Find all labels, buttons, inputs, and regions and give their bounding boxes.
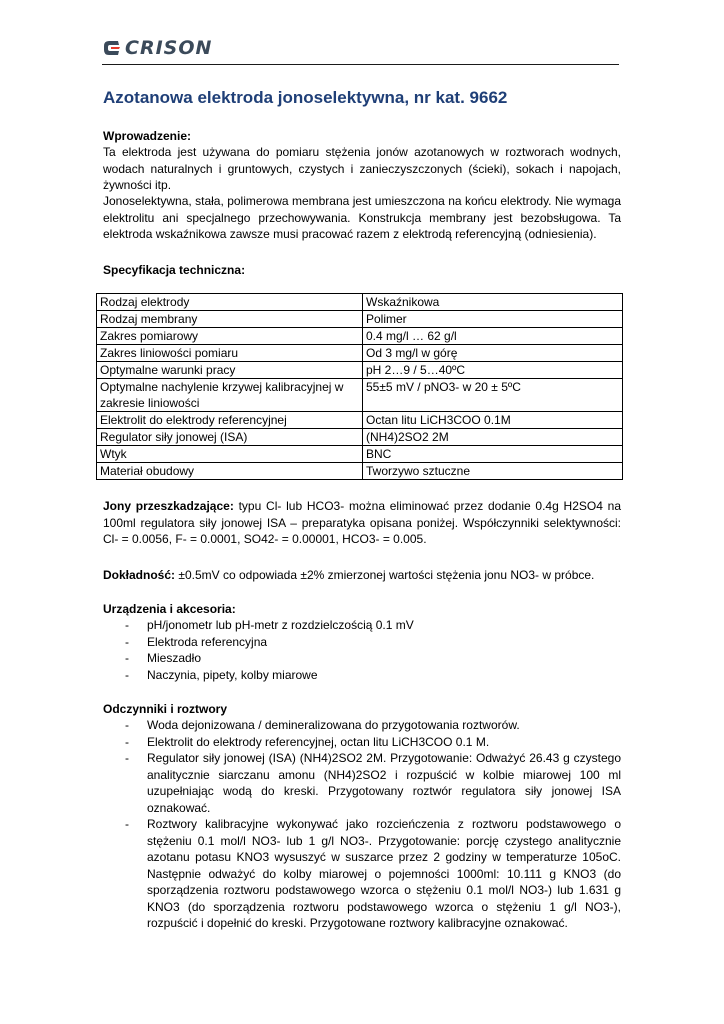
spec-table xyxy=(96,293,623,480)
reagent-item: - Elektrolit do elektrody referencyjnej, octan litu LiCH3COO 0.1 M. xyxy=(103,734,621,751)
interference-label: Jony przeszkadzające: xyxy=(103,499,234,513)
logo-text: CRISON xyxy=(125,37,213,59)
spec-value: 55±5 mV / pNO3- w 20 ± 5ºC xyxy=(363,379,623,412)
spec-heading: Specyfikacja techniczna: xyxy=(103,263,246,277)
spec-value: (NH4)2SO2 2M xyxy=(363,429,623,446)
spec-label: Optymalne nachylenie krzywej kalibracyjnej w zakresie liniowości xyxy=(97,379,363,412)
crison-logo-icon xyxy=(102,38,122,58)
reagent-item: - Regulator siły jonowej (ISA) (NH4)2SO2 2M. Przygotowanie: Odważyć 26.43 g czystego analitycznie siarczanu amonu (NH4)2SO2 i rozpuścić w kolbie miarowej 100 ml uzupełniając wodą do kreski. Przygotowany roztwór regulatora siły jonowej ISA oznakować. xyxy=(103,750,621,816)
equipment-item: - Mieszadło xyxy=(103,650,621,667)
spec-row xyxy=(97,311,623,328)
accuracy-paragraph xyxy=(103,567,621,584)
spec-label: Regulator siły jonowej (ISA) xyxy=(97,429,363,446)
spec-row xyxy=(97,294,623,311)
accuracy-label: Dokładność: xyxy=(103,568,176,582)
spec-value: Tworzywo sztuczne xyxy=(363,463,623,480)
spec-value: 0.4 mg/l … 62 g/l xyxy=(363,328,623,345)
reagent-item: - Roztwory kalibracyjne wykonywać jako rozcieńczenia z roztworu podstawowego o stężeniu 0.1 mol/l NO3- lub 1 g/l NO3-. Przygotowanie: porcję czystego analitycznie azotanu potasu KNO3 wysuszyć w suszarce przez 2 godziny w temperaturze 105oC. Następnie odważyć do kolby miarowej o pojemności 1000ml: 10.111 g KNO3 (do sporządzenia roztworu podstawowego wzorca o stężeniu 0.1 mol/l NO3-) lub 1.631 g KNO3 (do sporządzenia roztworu podstawowego wzorca o stężeniu 1 g/l NO3-), rozpuścić i dopełnić do kreski. Przygotowane roztwory kalibracyjne oznakować. xyxy=(103,816,621,932)
reagent-item: - Woda dejonizowana / demineralizowana do przygotowania roztworów. xyxy=(103,717,621,734)
interference-paragraph xyxy=(103,498,621,548)
spec-label: Wtyk xyxy=(97,446,363,463)
spec-label: Elektrolit do elektrody referencyjnej xyxy=(97,412,363,429)
spec-label: Optymalne warunki pracy xyxy=(97,362,363,379)
spec-label: Rodzaj membrany xyxy=(97,311,363,328)
spec-label: Zakres liniowości pomiaru xyxy=(97,345,363,362)
spec-value: Octan litu LiCH3COO 0.1M xyxy=(363,412,623,429)
spec-row xyxy=(97,328,623,345)
equipment-item: - pH/jonometr lub pH-metr z rozdzielczością 0.1 mV xyxy=(103,617,621,634)
spec-row xyxy=(97,345,623,362)
reagents-heading: Odczynniki i roztwory xyxy=(103,702,228,716)
spec-label: Zakres pomiarowy xyxy=(97,328,363,345)
accuracy-text: ±0.5mV co odpowiada ±2% zmierzonej wartości stężenia jonu NO3- w próbce. xyxy=(178,568,595,582)
spec-value: pH 2…9 / 5…40ºC xyxy=(363,362,623,379)
spec-label: Rodzaj elektrody xyxy=(97,294,363,311)
spec-row xyxy=(97,379,623,412)
interference-text: typu Cl- lub HCO3- można eliminować przez dodanie 0.4g H2SO4 na 100ml regulatora siły jonowej ISA – preparatyka opisana poniżej. Współczynniki selektywności: Cl- = 0.0056, F- = 0.0001, SO42- = 0.00001, HCO3- = 0.005. xyxy=(103,499,621,546)
intro-heading: Wprowadzenie: xyxy=(103,129,192,143)
spec-row xyxy=(97,362,623,379)
spec-row xyxy=(97,412,623,429)
spec-value: Od 3 mg/l w górę xyxy=(363,345,623,362)
page-title: Azotanowa elektroda jonoselektywna, nr kat. 9662 xyxy=(103,88,508,107)
intro-paragraph-2: Jonoselektywna, stała, polimerowa membrana jest umieszczona na końcu elektrody. Nie wymaga elektrolitu ani specjalnego przechowywania. Konstrukcja membrany jest bezobsługowa. Ta elektroda wskaźnikowa zawsze musi pracować razem z elektrodą referencyjną (odniesienia). xyxy=(103,194,621,241)
spec-row xyxy=(97,463,623,480)
equipment-item: - Naczynia, pipety, kolby miarowe xyxy=(103,667,621,684)
spec-label: Materiał obudowy xyxy=(97,463,363,480)
spec-value: BNC xyxy=(363,446,623,463)
spec-row xyxy=(97,446,623,463)
equipment-heading: Urządzenia i akcesoria: xyxy=(103,602,236,616)
crison-logo xyxy=(102,38,212,58)
spec-value: Polimer xyxy=(363,311,623,328)
reagents-list xyxy=(103,717,621,932)
equipment-item: - Elektroda referencyjna xyxy=(103,634,621,651)
page-header xyxy=(102,36,619,65)
equipment-list xyxy=(103,617,621,683)
intro-paragraph-1: Ta elektroda jest używana do pomiaru stężenia jonów azotanowych w roztworach wodnych, wodach naturalnych i gruntowych, czystych i zanieczyszczonych (ścieki), sokach i napojach, żywności itp. xyxy=(103,145,621,192)
spec-row xyxy=(97,429,623,446)
spec-value: Wskaźnikowa xyxy=(363,294,623,311)
